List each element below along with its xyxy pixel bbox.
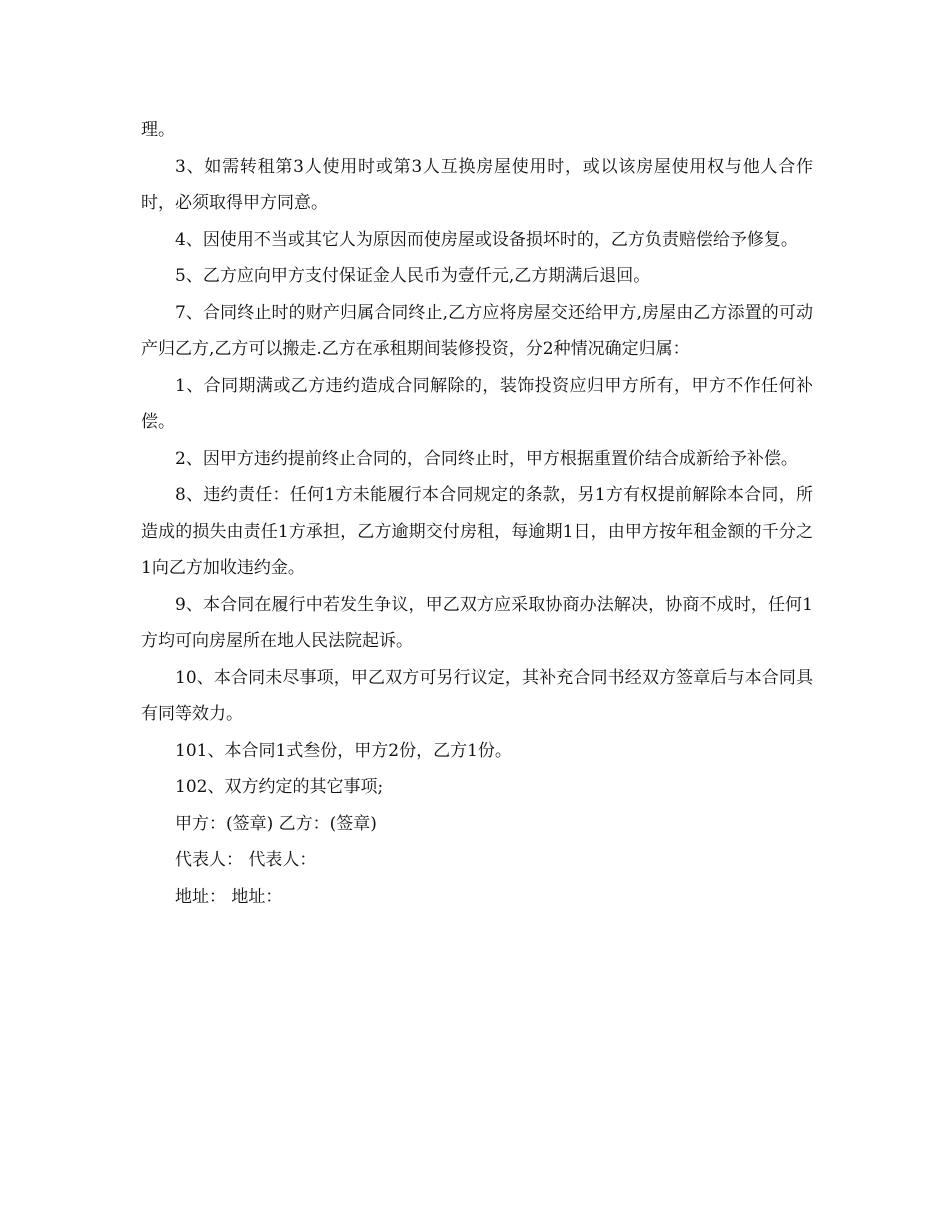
clause-sublet: 3、如需转租第3人使用时或第3人互换房屋使用时，或以该房屋使用权与他人合作时，必须取得甲方同意。 — [141, 156, 813, 213]
clause-dispute: 9、本合同在履行中若发生争议，甲乙双方应采取协商办法解决，协商不成时，任何1方均可向房屋所在地人民法院起诉。 — [141, 594, 813, 651]
clause-ownership-case-1: 1、合同期满或乙方违约造成合同解除的，装饰投资应归甲方所有，甲方不作任何补偿。 — [141, 375, 813, 432]
clause-breach-liability: 8、违约责任：任何1方未能履行本合同规定的条款，另1方有权提前解除本合同，所造成的损失由责任1方承担，乙方逾期交付房租，每逾期1日，由甲方按年租金额的千分之1向乙方加收违约金。 — [141, 485, 813, 578]
clause-damage: 4、因使用不当或其它人为原因而使房屋或设备损坏时的，乙方负责赔偿给予修复。 — [175, 229, 798, 250]
clause-supplementary: 10、本合同未尽事项，甲乙双方可另行议定，其补充合同书经双方签章后与本合同具有同等效力。 — [141, 667, 813, 724]
clause-property-ownership: 7、合同终止时的财产归属合同终止,乙方应将房屋交还给甲方,房屋由乙方添置的可动产归乙方,乙方可以搬走.乙方在承租期间装修投资，分2种情况确定归属： — [141, 302, 813, 359]
paragraph-continuation: 理。 — [141, 120, 175, 140]
signature-line-representatives: 代表人： 代表人： — [175, 850, 317, 870]
document-body — [141, 112, 813, 915]
clause-copies: 101、本合同1式叁份，甲方2份，乙方1份。 — [175, 740, 512, 761]
clause-ownership-case-2: 2、因甲方违约提前终止合同的，合同终止时，甲方根据重置价结合成新给予补偿。 — [175, 448, 798, 469]
signature-line-addresses: 地址： 地址： — [175, 886, 283, 907]
clause-deposit: 5、乙方应向甲方支付保证金人民币为壹仟元,乙方期满后退回。 — [175, 266, 651, 286]
signature-line-parties: 甲方：(签章) 乙方：(签章) — [175, 813, 377, 834]
clause-other-matters: 102、双方约定的其它事项; — [175, 777, 384, 797]
